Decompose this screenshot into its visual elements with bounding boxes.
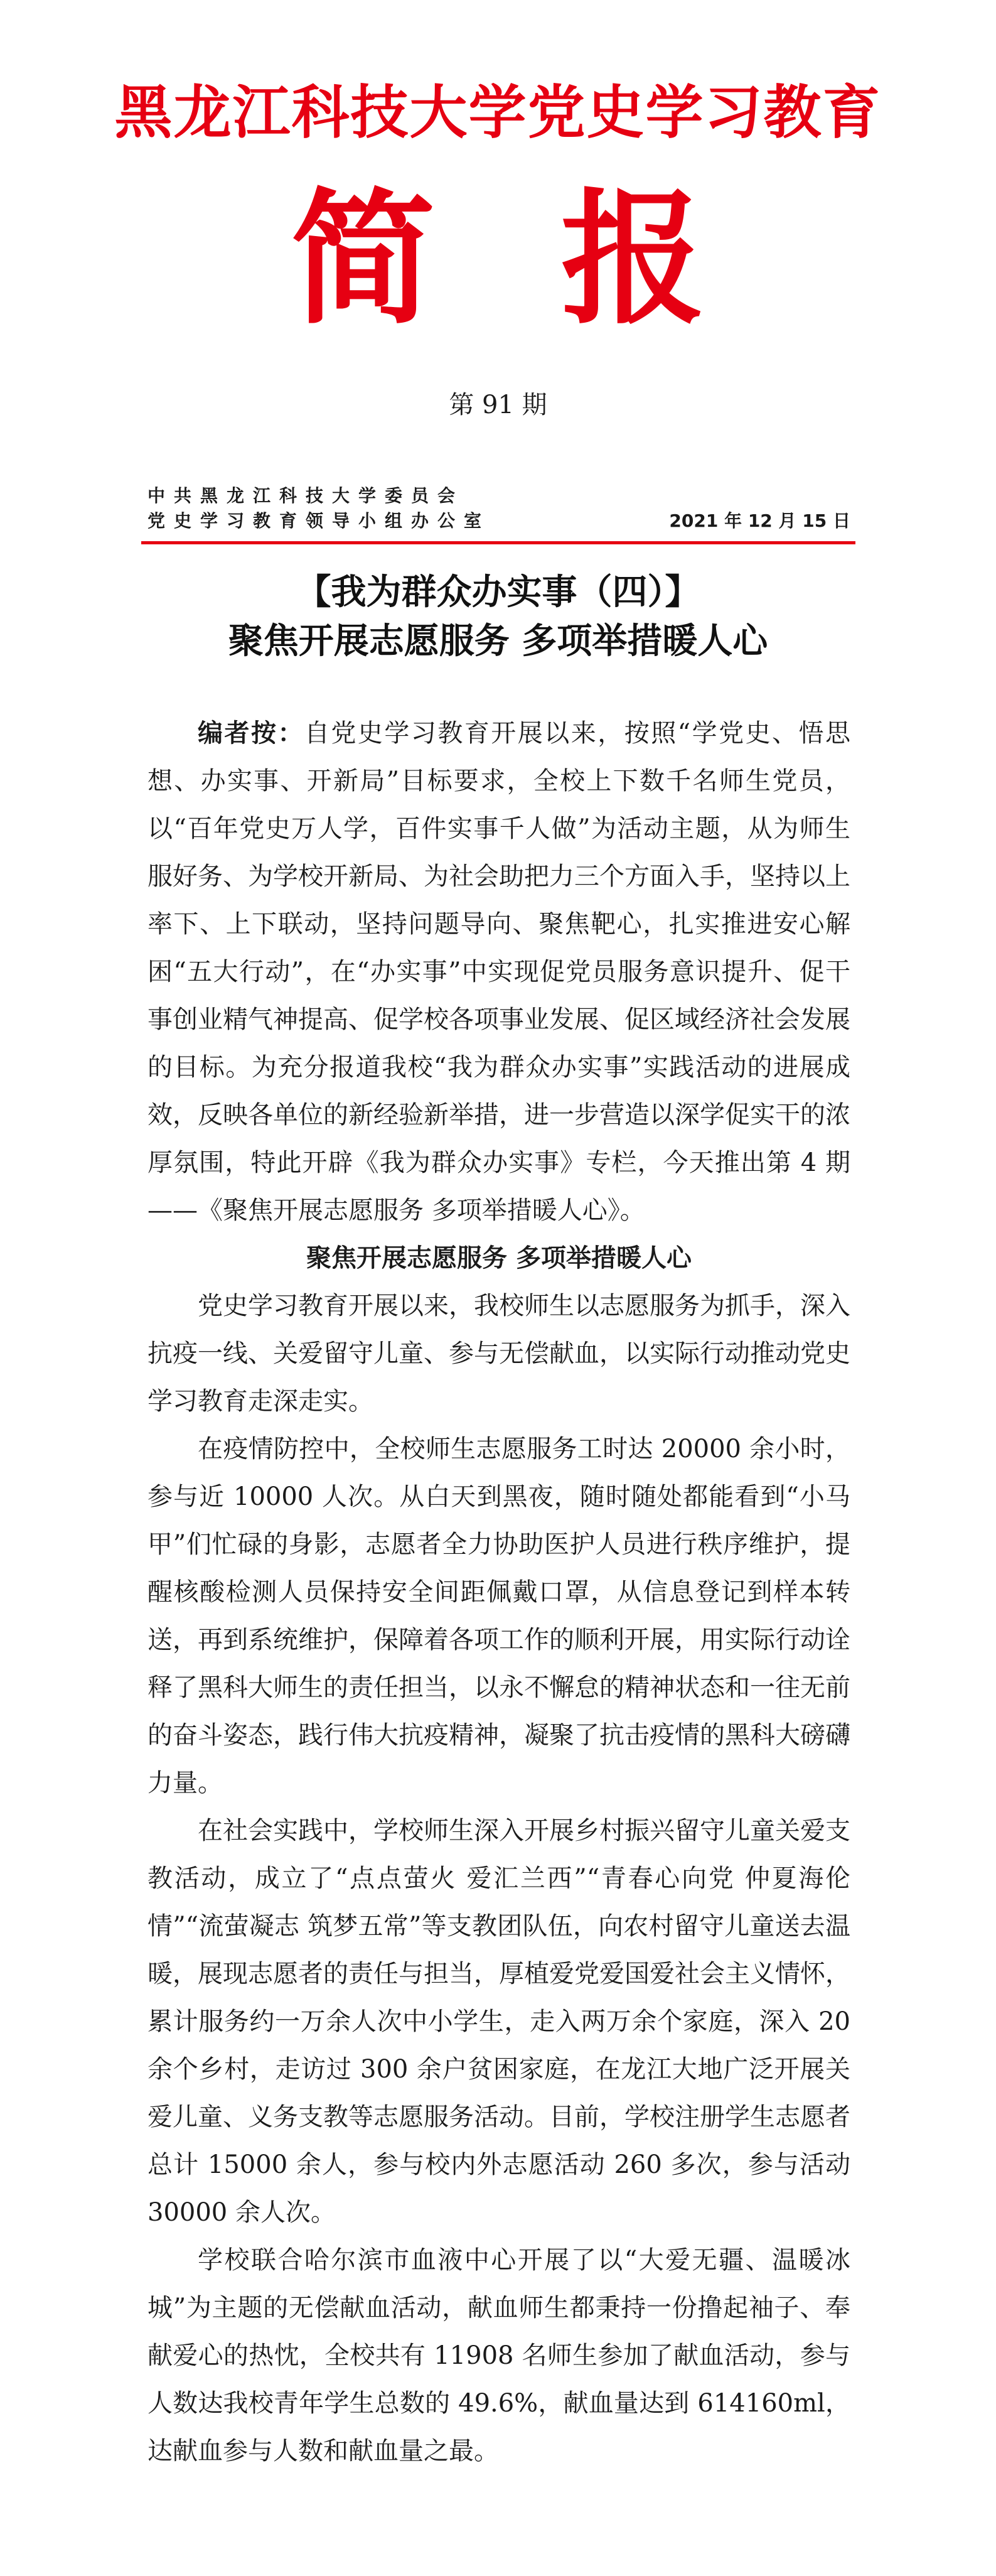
brief-char-2: 报 xyxy=(560,176,705,344)
article-subtitle: 聚焦开展志愿服务 多项举措暖人心 xyxy=(306,1244,692,1273)
issue-date: 2021 年 12 月 15 日 xyxy=(669,510,850,531)
article-paragraph: 在疫情防控中，全校师生志愿服务工时达 20000 余小时，参与近 10000 人次。从白天到黑夜，随时随处都能看到“小马甲”们忙碌的身影，志愿者全力协助医护人员进行秩序维护，提醒核酸检测人员保持安全间距佩戴口罩，从信息登记到样本转送，再到系统维护，保障着各项工作的顺利开展，用实际行动诠释了黑科大师生的责任担当，以永不懈怠的精神状态和一往无前的奋斗姿态，践行伟大抗疫精神，凝聚了抗击疫情的黑科大磅礴力量。 xyxy=(147,1435,850,1797)
org-block xyxy=(147,483,850,534)
editor-note xyxy=(147,709,850,1234)
headline-column: 【我为群众办实事（四）】 xyxy=(296,572,700,613)
org-committee: 中共黑龙江科技大学委员会 xyxy=(147,485,464,506)
article-paragraph: 党史学习教育开展以来，我校师生以志愿服务为抓手，深入抗疫一线、关爱留守儿童、参与无偿献血，以实际行动推动党史学习教育走深走实。 xyxy=(147,1291,850,1416)
org-office: 党史学习教育领导小组办公室 xyxy=(147,510,491,531)
masthead-title: 黑龙江科技大学党史学习教育 xyxy=(114,79,882,146)
article-paragraph: 在社会实践中，学校师生深入开展乡村振兴留守儿童关爱支教活动，成立了“点点萤火 爱汇兰西”“青春心向党 仲夏海伦情”“流萤凝志 筑梦五常”等支教团队伍，向农村留守儿童送去温暖，展现志愿者的责任与担当，厚植爱党爱国爱社会主义情怀，累计服务约一万余人次中小学生，走入两万余个家庭，深入 20 余个乡村，走访过 300 余户贫困家庭，在龙江大地广泛开展关爱儿童、义务支教等志愿服务活动。目前，学校注册学生志愿者总计 15000 余人，参与校内外志愿活动 260 多次，参与活动 30000 余人次。 xyxy=(147,1816,850,2227)
brief-char-1: 简 xyxy=(291,176,436,344)
editor-note-text: 自党史学习教育开展以来，按照“学党史、悟思想、办实事、开新局”目标要求，全校上下数千名师生党员，以“百年党史万人学，百件实事千人做”为活动主题，从为师生服好务、为学校开新局、为社会助把力三个方面入手，坚持以上率下、上下联动，坚持问题导向、聚焦靶心，扎实推进安心解困“五大行动”，在“办实事”中实现促党员服务意识提升、促干事创业精气神提高、促学校各项事业发展、促区域经济社会发展的目标。为充分报道我校“我为群众办实事”实践活动的进展成效，反映各单位的新经验新举措，进一步营造以深学促实干的浓厚氛围，特此开辟《我为群众办实事》专栏，今天推出第 4 期——《聚焦开展志愿服务 多项举措暖人心》。 xyxy=(147,719,851,1225)
article-paragraph: 学校联合哈尔滨市血液中心开展了以“大爱无疆、温暖冰城”为主题的无偿献血活动，献血师生都秉持一份撸起袖子、奉献爱心的热忱，全校共有 11908 名师生参加了献血活动，参与人数达我校青年学生总数的 49.6%，献血量达到 614160ml，达献血参与人数和献血量之最。 xyxy=(147,2246,850,2466)
editor-note-label: 编者按： xyxy=(198,719,304,748)
headline xyxy=(0,568,996,666)
red-divider xyxy=(141,541,855,544)
masthead-brief xyxy=(0,176,996,344)
issue-number: 第 91 期 xyxy=(449,391,547,419)
article-body xyxy=(147,709,850,2475)
headline-title: 聚焦开展志愿服务 多项举措暖人心 xyxy=(228,621,768,662)
